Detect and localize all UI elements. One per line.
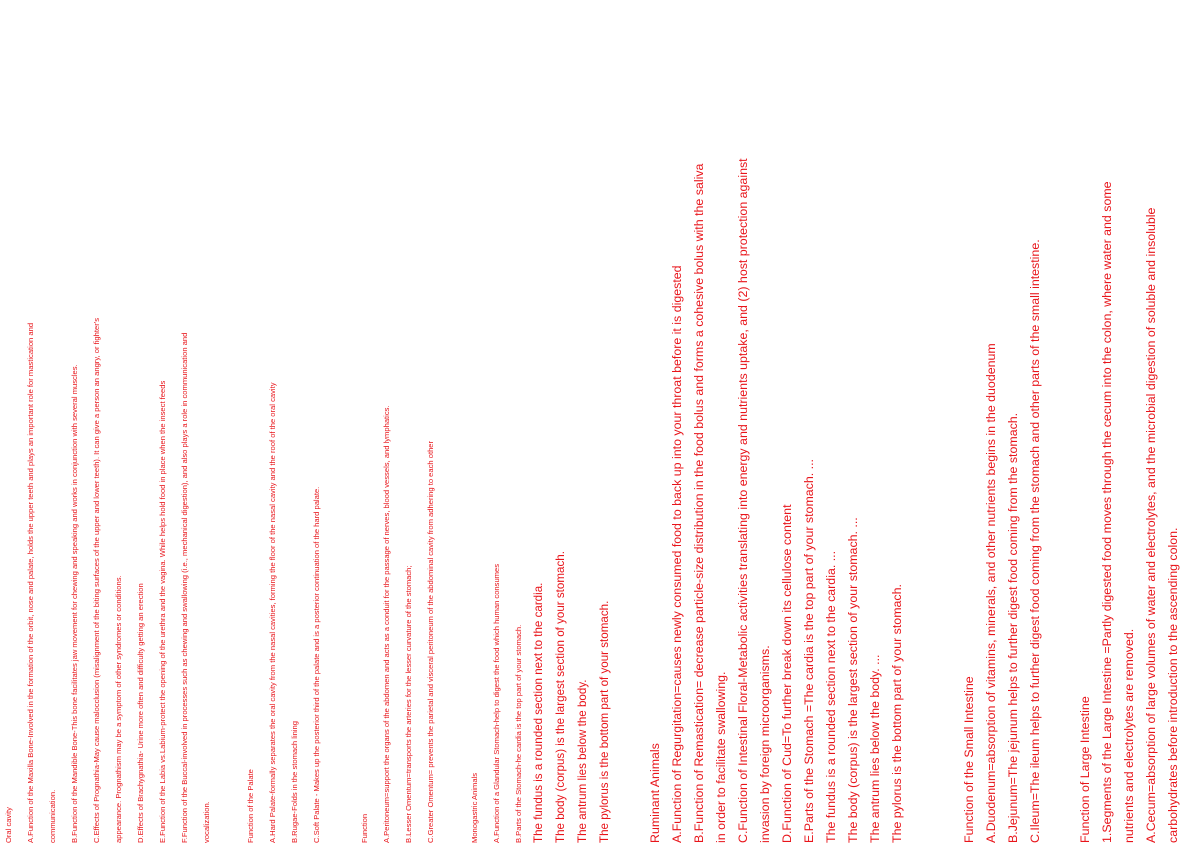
text-line: B.Parts of the Stomach-he cardia is the top part of your stomach. <box>514 624 523 843</box>
text-line: B.Function of Remastication= decrease particle-size distribution in the food bolus and forms a cohesive bolus with the saliva <box>692 163 706 843</box>
text-line: A.Function of Regurgitation=causes newly consumed food to back up into your throat before it is digested <box>670 265 684 843</box>
text-line: C.Soft Palate - Makes up the posterior third of the palate and is a posterior continuation of the hard palate. <box>312 486 321 843</box>
text-line: The fundus is a rounded section next to the cardia. ... <box>824 550 838 843</box>
text-line: B.Lesser Omentum=transports the arteries for the lesser curvature of the stomach; <box>404 565 413 843</box>
section-heading-large-intestine: Function of Large Intestine <box>1078 696 1092 843</box>
text-line: The pylorus is the bottom part of your stomach. <box>598 600 611 843</box>
text-line: in order to facilitate swallowing. <box>714 671 728 843</box>
text-line: A.Function of a Glandular Stomach-help to digest the food which human consumes <box>492 563 501 843</box>
section-heading-small-intestine: Function of the Small Intestine <box>962 676 976 843</box>
text-line: invasion by foreign microorganisms. <box>758 645 772 843</box>
section-heading-function: Function <box>360 813 369 843</box>
text-line: vocalization. <box>202 801 211 843</box>
text-line: B.Jejunum=The jejunum helps to further digest food coming from the stomach. <box>1006 412 1020 843</box>
section-heading-palate: Function of the Palate <box>246 769 255 843</box>
text-line: C.Ileum=The ileum helps to further digest food coming from the stomach and other parts of the small intestine. <box>1028 239 1042 843</box>
text-line: A.Duodenum=absorption of vitamins, minerals, and other nutrients begins in the duodenum <box>984 343 998 843</box>
text-line: C.Effects of Prognathia-May cause malocclusion (misalignment of the biting surfaces of the upper and lower teeth). It can give a person an angry, or fighter's <box>92 318 101 843</box>
text-line: A.Cecum=absorption of large volumes of water and electrolytes, and the microbial digestion of soluble and insoluble <box>1144 207 1158 843</box>
section-heading-monogastric: Monogastric Animals <box>470 772 479 843</box>
text-line: 1.Segments of the Large Intestine =Partly digested food moves through the cecum into the colon, where water and some <box>1100 181 1114 843</box>
text-line: The body (corpus) is the largest section of your stomach. <box>554 551 567 843</box>
text-line: B.Rugae-Folds in the stomach lining <box>290 721 299 843</box>
text-line: A.Peritoneum=support the organs of the abdomen and acts as a conduit for the passage of nerves, blood vessels, and lymphatics. <box>382 405 391 843</box>
text-line: The body (corpus) is the largest section of your stomach. ... <box>846 517 860 843</box>
text-line: B.Function of the Mandible Bone-This bone facilitates jaw movement for chewing and speaking and works in conjunction with several muscles. <box>70 364 79 843</box>
text-line: appearance. Prognathism may be a symptom of other syndromes or conditions. <box>114 575 123 843</box>
text-line: A.Function of the Maxilla Bone-Involved in the formation of the orbit, nose and palate, holds the upper teeth and plays an important role for mastication and <box>26 322 35 843</box>
section-heading-oral-cavity: Oral cavity <box>4 807 13 843</box>
text-line: The fundus is a rounded section next to the cardia. <box>532 582 545 843</box>
text-line: C.Greater Omentum= prevents the parietal and visceral peritoneum of the abdominal cavity from adhering to each other <box>426 440 435 843</box>
text-line: E.Parts of the Stomach =The cardia is the top part of your stomach. ... <box>802 459 816 843</box>
text-line: E.Function of the Labia vs.Labium-protect the opening of the urethra and the vagina. While helps hold food in place when the insect feeds <box>158 380 167 843</box>
text-line: The antrum lies below the body. ... <box>868 654 882 843</box>
text-line: The antrum lies below the body. <box>576 679 589 843</box>
text-line: communication. <box>48 789 57 843</box>
text-line: The pylorus is the bottom part of your stomach. <box>890 584 904 843</box>
text-line: A.Hard Palate-formally separates the oral cavity from the nasal cavities, forming the floor of the nasal cavity and the roof of the oral cavity <box>268 382 277 843</box>
text-line: nutrients and electrolytes are removed. <box>1122 628 1136 843</box>
text-line: carbohydrates before introduction to the ascending colon. <box>1166 527 1180 843</box>
text-line: F.Function of the Buccal-involved in processes such as chewing and swallowing (i.e., mechanical digestion), and also plays a role in communication and <box>180 332 189 843</box>
text-line: C.Function of Intestinal Floral-Metabolic activities translating into energy and nutrients uptake, and (2) host protection against <box>736 158 750 843</box>
text-line: D.Effects of Brachygnathia- Urine more often and difficulty getting an erection <box>136 583 145 843</box>
section-heading-ruminant: Ruminant Animals <box>648 743 662 843</box>
text-line: D.Function of Cud=To further break down its cellulose content <box>780 504 794 843</box>
